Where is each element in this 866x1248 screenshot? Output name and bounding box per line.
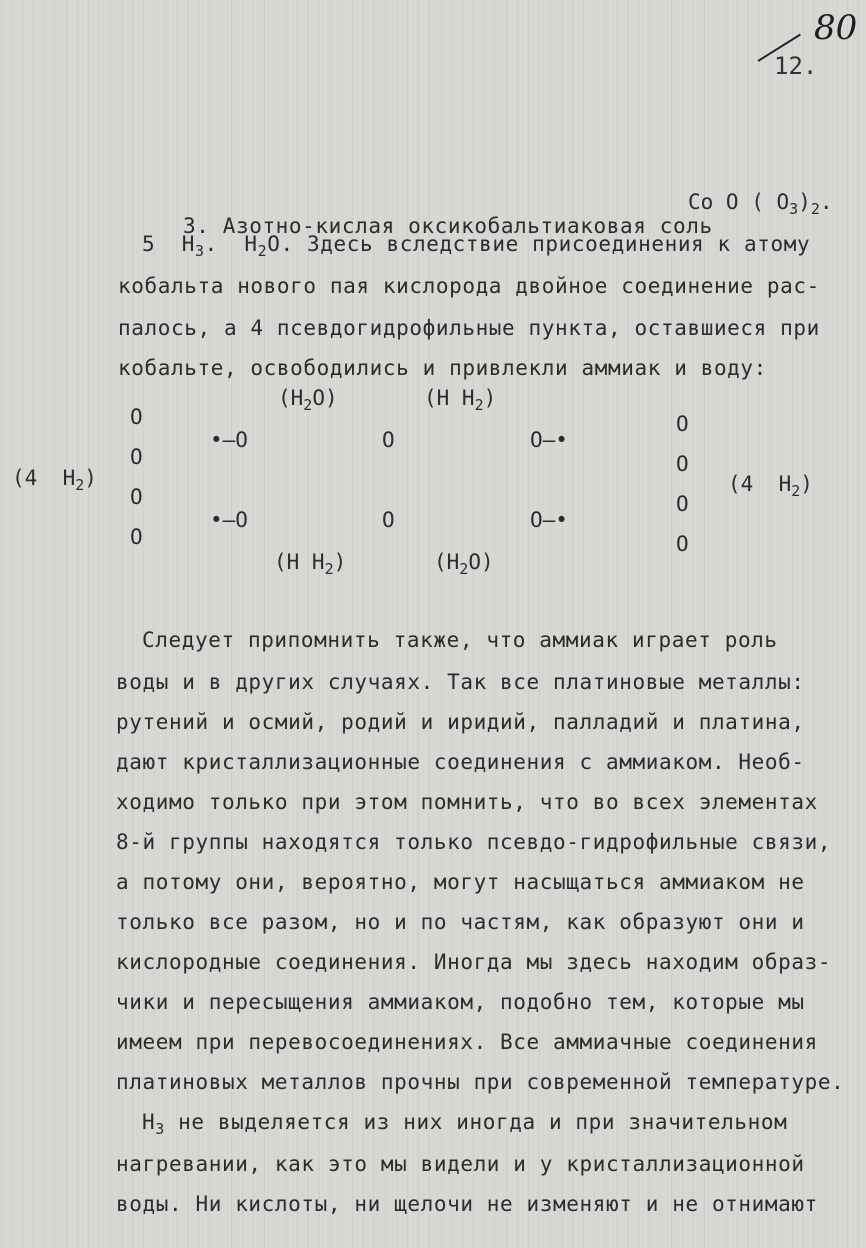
formula-right-oxygen-1: O bbox=[676, 412, 689, 436]
paragraph1-line-4: палось, а 4 псевдогидрофильные пункта, оставшиеся при bbox=[118, 316, 820, 340]
formula-center-bottom-oxygen: O bbox=[382, 508, 395, 532]
formula-right-hydrogen-group: (4 $Н_2$) bbox=[728, 472, 813, 500]
formula-center-top-oxygen: O bbox=[382, 428, 395, 452]
formula-right-oxygen-3: O bbox=[676, 492, 689, 516]
paragraph3-line-1: $Н_3$ не выделяется из них иногда и при значительном bbox=[142, 1110, 788, 1138]
paragraph2-line-9: кислородные соединения. Иногда мы здесь находим образ- bbox=[116, 950, 832, 974]
paragraph2-line-10: чики и пересыщения аммиаком, подобно тем, которые мы bbox=[116, 990, 805, 1014]
paragraph1-line-1: 3. Азотно-кислая оксикобальтиаковая соль bbox=[182, 214, 713, 238]
paragraph2-line-2: воды и в других случаях. Так все платиновые металлы: bbox=[116, 670, 805, 694]
formula-left-oxygen-1: O bbox=[130, 405, 143, 429]
paragraph2-line-4: дают кристаллизационные соединения с аммиаком. Необ- bbox=[116, 750, 805, 774]
formula-left-oxygen-3: O bbox=[130, 485, 143, 509]
formula-top-left-group: $(Н_2O)$ bbox=[278, 386, 338, 414]
paragraph2-line-12: платиновых металлов прочны при современной температуре. bbox=[116, 1070, 845, 1094]
formula-left-oxygen-4: O bbox=[130, 525, 143, 549]
paragraph2-line-8: только все разом, но и по частям, как образуют они и bbox=[116, 910, 805, 934]
formula-bond-left-top: •–O bbox=[210, 428, 248, 452]
formula-right-oxygen-2: O bbox=[676, 452, 689, 476]
formula-bottom-left-group: (Н $Н_2$) bbox=[274, 550, 347, 578]
paragraph2-line-11: имеем при перевосоединениях. Все аммиачные соединения bbox=[116, 1030, 818, 1054]
formula-left-hydrogen-group: (4 $Н_2$) bbox=[12, 466, 97, 494]
formula-right-oxygen-4: O bbox=[676, 532, 689, 556]
formula-bond-right-top: O–• bbox=[530, 428, 568, 452]
formula-co-oxide: Co O ( $O_3)_2$. bbox=[688, 190, 833, 218]
paragraph2-line-3: рутений и осмий, родий и иридий, палладий и платина, bbox=[116, 710, 805, 734]
formula-bond-right-bottom: O–• bbox=[530, 508, 568, 532]
formula-left-oxygen-2: O bbox=[130, 445, 143, 469]
paragraph2-line-1: Следует припомнить также, что аммиак играет роль bbox=[142, 628, 778, 652]
typed-page-number: 12. bbox=[774, 52, 818, 80]
paragraph1-line-5: кобальте, освободились и привлекли аммиак и воду: bbox=[118, 356, 767, 380]
paragraph1-line-3: кобальта нового пая кислорода двойное соединение рас- bbox=[118, 274, 820, 298]
paragraph2-line-6: 8-й группы находятся только псевдо-гидрофильные связи, bbox=[116, 830, 832, 854]
paragraph2-line-5: ходимо только при этом помнить, что во всех элементах bbox=[116, 790, 818, 814]
paragraph2-line-7: а потому они, вероятно, могут насыщаться аммиаком не bbox=[116, 870, 805, 894]
paragraph1-line-2: 5 $Н_3$. $Н_2О$. Здесь вследствие присоединения к атому bbox=[142, 232, 811, 260]
formula-bond-left-bottom: •–O bbox=[210, 508, 248, 532]
handwritten-folio-number: 80 bbox=[814, 8, 858, 48]
paragraph3-line-3: воды. Ни кислоты, ни щелочи не изменяют и не отнимают bbox=[116, 1192, 818, 1216]
paragraph3-line-2: нагревании, как это мы видели и у кристаллизационной bbox=[116, 1152, 805, 1176]
formula-bottom-right-group: $(Н_2O)$ bbox=[434, 550, 494, 578]
formula-top-right-group: (Н $Н_2$) bbox=[424, 386, 497, 414]
